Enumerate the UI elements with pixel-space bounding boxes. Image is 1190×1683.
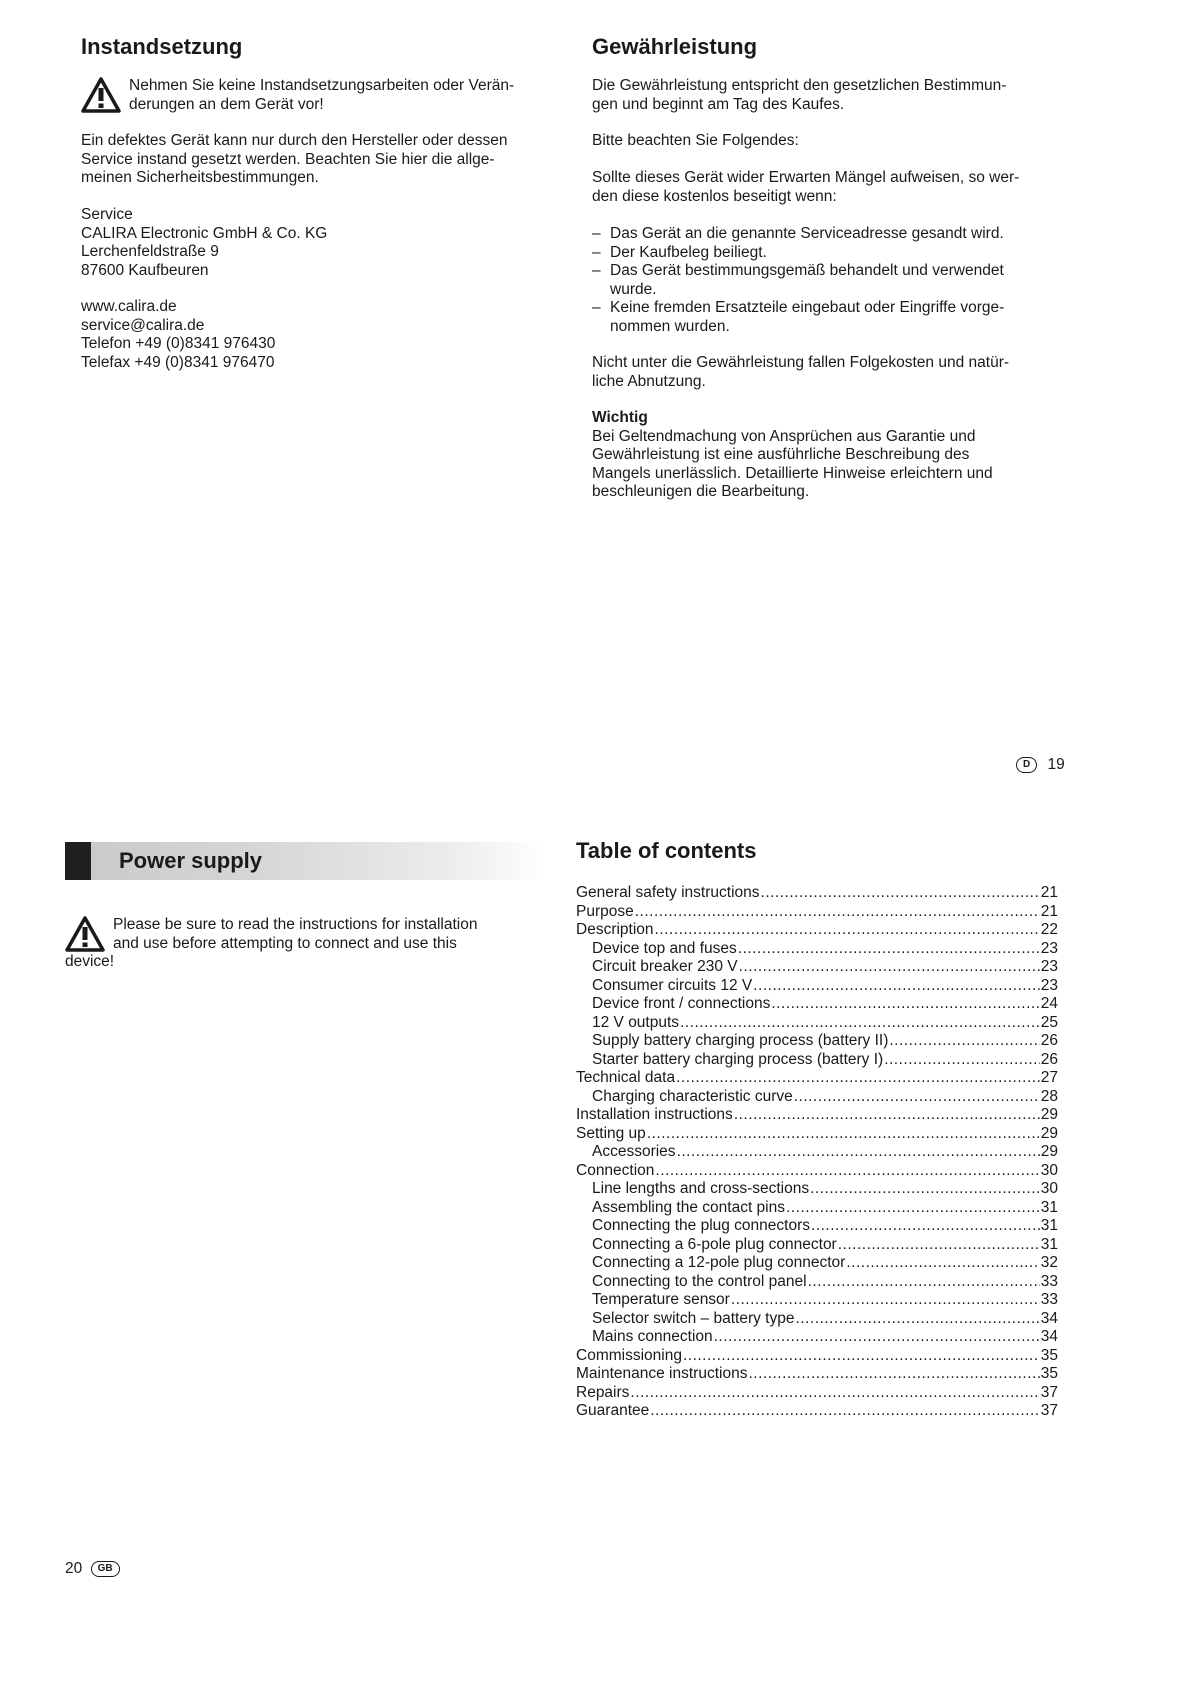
- table-of-contents: [576, 884, 1058, 1421]
- text-line: Sollte dieses Gerät wider Erwarten Mängel aufweisen, so wer-: [592, 169, 1020, 186]
- toc-entry-page: 29: [1040, 1124, 1058, 1142]
- toc-leader-dots: [889, 1032, 1039, 1051]
- toc-entry-page: 27: [1040, 1069, 1058, 1086]
- toc-entry-page: 33: [1040, 1291, 1058, 1308]
- toc-entry-page: 30: [1040, 1161, 1058, 1179]
- toc-entry-label: Device front / connections: [592, 995, 771, 1012]
- list-item: [592, 244, 1087, 263]
- toc-entry-label: Line lengths and cross-sections: [592, 1180, 810, 1197]
- toc-entry-page: 24: [1040, 995, 1058, 1012]
- text-line: beschleunigen die Bearbeitung.: [592, 483, 810, 500]
- toc-entry-page: 22: [1040, 921, 1058, 938]
- text-line: Mangels unerlässlich. Detaillierte Hinweise erleichtern und: [592, 464, 993, 482]
- toc-leader-dots: [676, 1069, 1040, 1088]
- toc-entry-label: Mains connection: [592, 1328, 713, 1345]
- toc-entry-page: 29: [1040, 1143, 1058, 1160]
- address-line: Lerchenfeldstraße 9: [81, 243, 219, 260]
- phone-line: Telefon +49 (0)8341 976430: [81, 335, 276, 352]
- toc-entry[interactable]: [576, 1014, 1058, 1033]
- toc-entry[interactable]: [576, 1328, 1058, 1347]
- toc-entry[interactable]: [576, 1273, 1058, 1292]
- toc-entry[interactable]: [576, 1143, 1058, 1162]
- toc-entry[interactable]: [576, 1125, 1058, 1144]
- toc-entry-label: Connecting the plug connectors: [592, 1217, 811, 1234]
- toc-entry-page: 31: [1040, 1198, 1058, 1216]
- toc-entry[interactable]: [576, 1069, 1058, 1088]
- warning-power-supply: [65, 916, 545, 972]
- toc-entry[interactable]: [576, 1310, 1058, 1329]
- list-item-text: – Keine fremden Ersatzteile eingebaut oder Eingriffe vorge-: [610, 299, 1005, 316]
- toc-entry[interactable]: [576, 884, 1058, 903]
- toc-entry-page: 28: [1040, 1087, 1058, 1105]
- toc-leader-dots: [739, 958, 1040, 977]
- toc-entry-page: 21: [1040, 902, 1058, 920]
- toc-entry-label: Description: [576, 921, 654, 938]
- toc-entry-page: 31: [1040, 1217, 1058, 1234]
- heading-gewaehrleistung: Gewährleistung: [592, 34, 758, 59]
- toc-entry-page: 21: [1040, 884, 1058, 901]
- text-line: meinen Sicherheitsbestimmungen.: [81, 169, 319, 186]
- toc-leader-dots: [647, 1125, 1040, 1144]
- country-badge-d: D: [1016, 757, 1037, 773]
- service-address: [81, 206, 481, 280]
- toc-leader-dots: [810, 1180, 1040, 1199]
- section-banner: [65, 842, 545, 880]
- toc-leader-dots: [655, 921, 1040, 940]
- toc-leader-dots: [738, 940, 1040, 959]
- text-line: Gewährleistung ist eine ausführliche Beschreibung des: [592, 446, 970, 463]
- toc-entry-page: 26: [1040, 1032, 1058, 1049]
- toc-entry-page: 23: [1040, 958, 1058, 975]
- paragraph-defekt: [81, 132, 571, 188]
- banner-marker: [65, 842, 91, 880]
- text-line: gen und beginnt am Tag des Kaufes.: [592, 95, 845, 113]
- toc-entry-label: Selector switch – battery type: [592, 1309, 795, 1327]
- toc-entry-label: General safety instructions: [576, 884, 760, 901]
- warning-triangle-icon: [81, 77, 121, 113]
- list-item: [592, 262, 1087, 299]
- toc-entry-label: Guarantee: [576, 1402, 650, 1419]
- toc-entry-label: Setting up: [576, 1124, 646, 1142]
- page-number-bottom: [65, 1560, 120, 1579]
- toc-entry[interactable]: [576, 1236, 1058, 1255]
- toc-entry-label: Device top and fuses: [592, 939, 737, 957]
- toc-entry-label: 12 V outputs: [592, 1013, 680, 1031]
- toc-entry-label: Temperature sensor: [592, 1291, 730, 1308]
- toc-entry[interactable]: [576, 1051, 1058, 1070]
- toc-leader-dots: [677, 1143, 1040, 1162]
- toc-entry-page: 25: [1040, 1013, 1058, 1031]
- fax-line: Telefax +49 (0)8341 976470: [81, 353, 275, 371]
- list-item-text: nommen wurden.: [610, 317, 730, 335]
- toc-leader-dots: [635, 903, 1040, 922]
- toc-entry[interactable]: [576, 1402, 1058, 1421]
- address-line: CALIRA Electronic GmbH & Co. KG: [81, 224, 328, 242]
- toc-entry-page: 30: [1040, 1180, 1058, 1197]
- page-number-top: [1016, 756, 1065, 775]
- list-item-text: Der Kaufbeleg beiliegt.: [610, 243, 767, 261]
- warning-instandsetzung: [81, 77, 609, 114]
- toc-entry[interactable]: [576, 1347, 1058, 1366]
- toc-entry-label: Circuit breaker 230 V: [592, 958, 738, 975]
- toc-entry-label: Connecting to the control panel: [592, 1272, 807, 1290]
- toc-entry-label: Consumer circuits 12 V: [592, 976, 753, 994]
- toc-leader-dots: [748, 1365, 1039, 1384]
- toc-entry[interactable]: [576, 1291, 1058, 1310]
- toc-entry[interactable]: [576, 1199, 1058, 1218]
- toc-entry-label: Repairs: [576, 1383, 630, 1401]
- toc-entry-label: Starter battery charging process (battery I): [592, 1050, 884, 1068]
- warning-line: device!: [65, 953, 115, 970]
- toc-entry[interactable]: [576, 1254, 1058, 1273]
- toc-entry-page: 29: [1040, 1106, 1058, 1123]
- toc-leader-dots: [630, 1384, 1039, 1403]
- toc-entry[interactable]: [576, 1032, 1058, 1051]
- page-number: 20: [65, 1560, 83, 1577]
- address-line: 87600 Kaufbeuren: [81, 261, 209, 279]
- website-link[interactable]: www.calira.de: [81, 298, 177, 315]
- text-line: den diese kostenlos beseitigt wenn:: [592, 187, 837, 205]
- toc-entry[interactable]: [576, 921, 1058, 940]
- toc-entry-label: Technical data: [576, 1069, 676, 1086]
- toc-entry-label: Supply battery charging process (battery II): [592, 1032, 889, 1049]
- warning-line: Please be sure to read the instructions for installation: [113, 916, 478, 933]
- toc-leader-dots: [786, 1199, 1040, 1218]
- toc-leader-dots: [771, 995, 1039, 1014]
- toc-leader-dots: [650, 1402, 1040, 1421]
- text-line: Die Gewährleistung entspricht den gesetzlichen Bestimmun-: [592, 77, 1007, 94]
- paragraph-folgendes: Bitte beachten Sie Folgendes:: [592, 132, 799, 149]
- text-line: liche Abnutzung.: [592, 372, 706, 390]
- toc-leader-dots: [795, 1310, 1039, 1329]
- toc-leader-dots: [808, 1273, 1040, 1292]
- toc-entry[interactable]: [576, 1162, 1058, 1181]
- wichtig-block: [592, 409, 1087, 502]
- toc-entry-label: Accessories: [592, 1143, 676, 1160]
- toc-entry-page: 31: [1040, 1235, 1058, 1253]
- warning-line: and use before attempting to connect and use this: [113, 934, 457, 952]
- toc-leader-dots: [753, 977, 1040, 996]
- toc-entry[interactable]: [576, 1384, 1058, 1403]
- toc-entry-label: Installation instructions: [576, 1106, 733, 1123]
- toc-leader-dots: [734, 1106, 1040, 1125]
- toc-entry-page: 35: [1040, 1365, 1058, 1382]
- paragraph-folgekosten: [592, 354, 1087, 391]
- toc-entry-page: 32: [1040, 1254, 1058, 1271]
- page-number: 19: [1047, 756, 1065, 773]
- toc-entry-page: 23: [1040, 939, 1058, 957]
- text-line: Service instand gesetzt werden. Beachten Sie hier die allge-: [81, 150, 495, 168]
- toc-entry[interactable]: [576, 940, 1058, 959]
- toc-entry[interactable]: [576, 1180, 1058, 1199]
- toc-entry-label: Maintenance instructions: [576, 1365, 748, 1382]
- list-item: [592, 225, 1087, 244]
- text-line: Nicht unter die Gewährleistung fallen Folgekosten und natür-: [592, 354, 1010, 371]
- toc-entry-label: Charging characteristic curve: [592, 1087, 793, 1105]
- toc-leader-dots: [838, 1236, 1040, 1255]
- warning-line: Nehmen Sie keine Instandsetzungsarbeiten oder Verän-: [129, 77, 515, 94]
- toc-leader-dots: [680, 1014, 1040, 1033]
- toc-entry-page: 37: [1040, 1402, 1058, 1419]
- paragraph-maengel: [592, 169, 1087, 206]
- warning-triangle-icon: [65, 916, 105, 952]
- toc-entry-label: Assembling the contact pins: [592, 1198, 785, 1216]
- toc-entry[interactable]: [576, 1106, 1058, 1125]
- toc-entry-label: Connecting a 12-pole plug connector: [592, 1254, 846, 1271]
- toc-leader-dots: [655, 1162, 1039, 1181]
- email-link[interactable]: service@calira.de: [81, 316, 205, 334]
- list-item-text: Das Gerät an die genannte Serviceadresse gesandt wird.: [610, 225, 1004, 242]
- toc-entry-label: Purpose: [576, 902, 634, 920]
- toc-leader-dots: [884, 1051, 1040, 1070]
- toc-entry[interactable]: [576, 903, 1058, 922]
- toc-entry[interactable]: [576, 1217, 1058, 1236]
- list-item: [592, 299, 1087, 336]
- toc-entry-page: 26: [1040, 1050, 1058, 1068]
- toc-entry-label: Connection: [576, 1161, 655, 1179]
- toc-entry-page: 37: [1040, 1383, 1058, 1401]
- service-contact: [81, 298, 481, 372]
- toc-entry[interactable]: [576, 1088, 1058, 1107]
- toc-entry[interactable]: [576, 1365, 1058, 1384]
- toc-entry[interactable]: [576, 958, 1058, 977]
- country-badge-gb: GB: [91, 1561, 120, 1577]
- section-title-power-supply: Power supply: [119, 848, 263, 873]
- warning-line: derungen an dem Gerät vor!: [129, 95, 324, 113]
- text-line: Ein defektes Gerät kann nur durch den Hersteller oder dessen: [81, 132, 508, 149]
- toc-entry-page: 35: [1040, 1346, 1058, 1364]
- toc-entry-page: 33: [1040, 1272, 1058, 1290]
- toc-leader-dots: [846, 1254, 1039, 1273]
- list-item-text: – Das Gerät bestimmungsgemäß behandelt und verwendet: [610, 262, 1004, 279]
- toc-leader-dots: [714, 1328, 1040, 1347]
- heading-instandsetzung: Instandsetzung: [81, 34, 243, 59]
- toc-entry-page: 34: [1040, 1328, 1058, 1345]
- toc-entry-label: Connecting a 6-pole plug connector: [592, 1235, 837, 1253]
- list-item-text: wurde.: [610, 280, 657, 298]
- heading-table-of-contents: Table of contents: [576, 838, 757, 863]
- toc-entry-page: 23: [1040, 976, 1058, 994]
- toc-leader-dots: [761, 884, 1040, 903]
- wichtig-title: Wichtig: [592, 409, 648, 426]
- toc-entry[interactable]: [576, 995, 1058, 1014]
- toc-leader-dots: [683, 1347, 1040, 1366]
- address-line: Service: [81, 206, 133, 223]
- paragraph-gewaehrleistung: [592, 77, 1082, 114]
- toc-leader-dots: [794, 1088, 1040, 1107]
- toc-leader-dots: [731, 1291, 1040, 1310]
- conditions-list: [592, 225, 1087, 336]
- toc-entry-label: Commissioning: [576, 1346, 682, 1364]
- text-line: Bei Geltendmachung von Ansprüchen aus Garantie und: [592, 427, 976, 445]
- toc-entry[interactable]: [576, 977, 1058, 996]
- toc-leader-dots: [811, 1217, 1040, 1236]
- toc-entry-page: 34: [1040, 1309, 1058, 1327]
